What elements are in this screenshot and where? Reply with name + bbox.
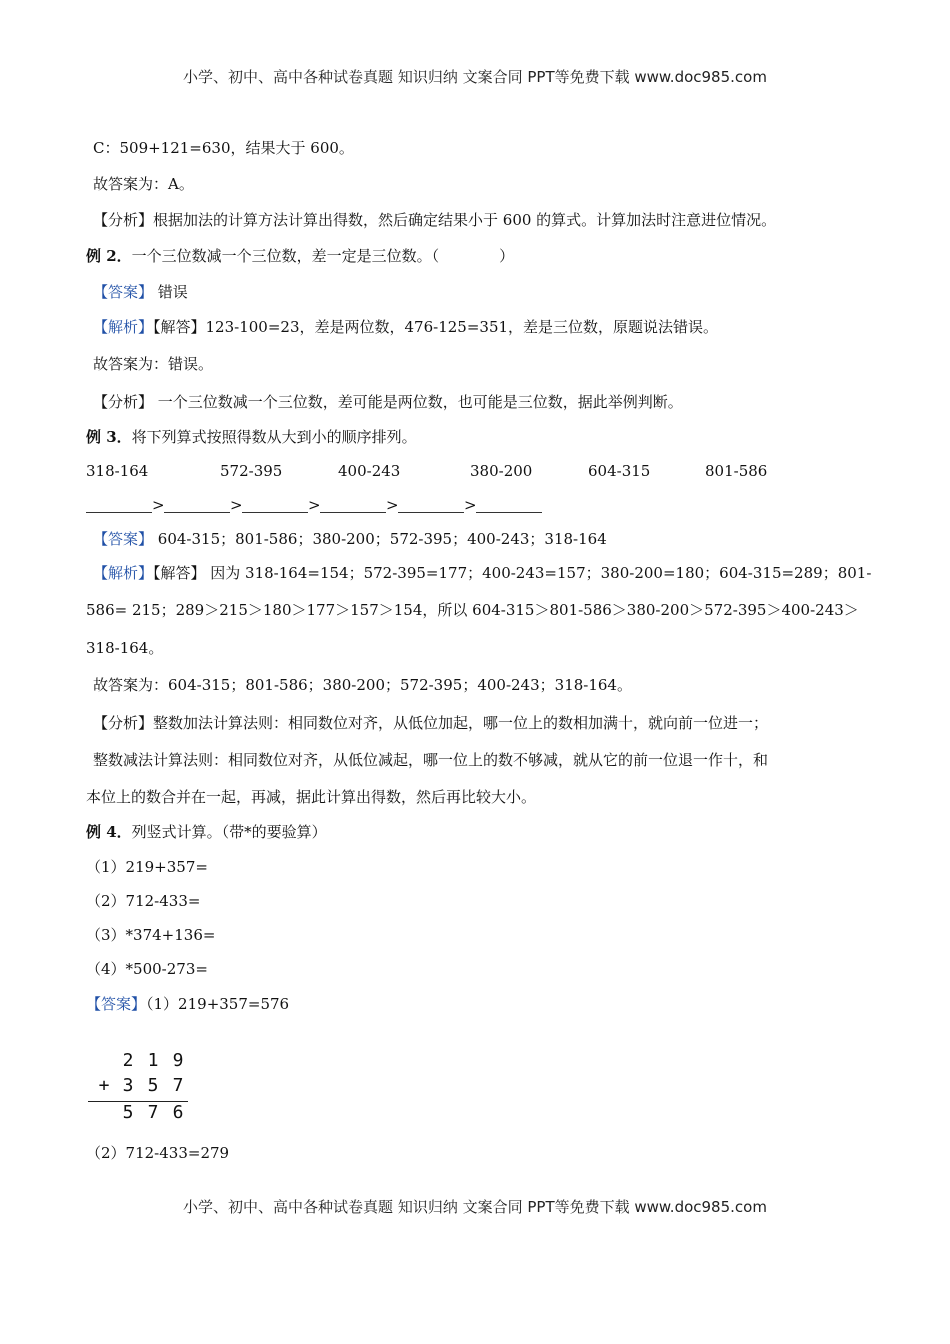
question-text: 将下列算式按照得数从大到小的顺序排列。 xyxy=(131,428,417,446)
analysis-text: 根据加法的计算方法计算出得数，然后确定结果小于 600 的算式。计算加法时注意进位情况。 xyxy=(153,211,777,229)
example-2-final: 故答案为：错误。 xyxy=(93,355,214,373)
explanation-text: 【解答】 因为 318-164=154；572-395=177；400-243=157；380-200=180；604-315=289；801- xyxy=(153,564,872,582)
answer-blank[interactable] xyxy=(398,496,464,513)
greater-than-sign: > xyxy=(230,496,243,514)
c-option-line: C：509+121=630，结果大于 600。 xyxy=(93,139,354,157)
example-4-answer xyxy=(86,994,289,1014)
example-2-explanation xyxy=(93,317,718,337)
example-3-final: 故答案为：604-315；801-586；380-200；572-395；400-243；318-164。 xyxy=(93,676,632,694)
example-4-item-2: （2）712-433= xyxy=(86,892,201,910)
addend-row xyxy=(88,1050,188,1074)
digit: 5 xyxy=(122,1102,134,1123)
answer-text: 604-315；801-586；380-200；572-395；400-243；318-164 xyxy=(153,530,607,548)
answer-text: 错误 xyxy=(153,283,188,301)
example-2-answer xyxy=(93,282,188,302)
sum-row xyxy=(88,1102,188,1126)
answer-blank[interactable] xyxy=(320,496,386,513)
digit: 9 xyxy=(172,1050,184,1071)
greater-than-sign: > xyxy=(464,496,477,514)
example-3-explanation xyxy=(93,563,871,583)
expression-1: 318-164 xyxy=(86,462,149,480)
answer-line: 故答案为：A。 xyxy=(93,175,194,193)
digit: 6 xyxy=(172,1102,184,1123)
analysis-text: 整数加法计算法则：相同数位对齐，从低位加起，哪一位上的数相加满十，就向前一位进一； xyxy=(153,714,769,732)
answer-blank[interactable] xyxy=(476,496,542,513)
explanation-continued: 586= 215；289＞215＞180＞177＞157＞154，所以 604-315＞801-586＞380-200＞572-395＞400-243＞ xyxy=(86,601,859,619)
example-4-item-1: （1）219+357= xyxy=(86,858,208,876)
expression-3: 400-243 xyxy=(338,462,401,480)
answer-tag: 【答案】 xyxy=(93,283,154,301)
answer-blank[interactable] xyxy=(242,496,308,513)
example-2-analysis xyxy=(93,392,683,412)
question-text: 列竖式计算。（带*的要验算） xyxy=(131,823,327,841)
analysis-tag: 【分析】 xyxy=(93,211,154,229)
digit: 2 xyxy=(122,1050,134,1071)
explanation-tag: 【解析】 xyxy=(93,318,154,336)
greater-than-sign: > xyxy=(308,496,321,514)
addend-row xyxy=(88,1075,188,1099)
explanation-tag: 【解析】 xyxy=(93,564,154,582)
analysis-tag: 【分析】 xyxy=(93,714,154,732)
answer-blank[interactable] xyxy=(164,496,230,513)
ordering-blanks xyxy=(86,496,542,513)
example-4-answer-2: （2）712-433=279 xyxy=(86,1144,230,1162)
example-3-answer xyxy=(93,529,607,549)
expression-5: 604-315 xyxy=(588,462,651,480)
digit: 7 xyxy=(172,1075,184,1096)
example-4-item-3: （3）*374+136= xyxy=(86,926,216,944)
greater-than-sign: > xyxy=(386,496,399,514)
example-4-item-4: （4）*500-273= xyxy=(86,960,208,978)
answer-text: （1）219+357=576 xyxy=(146,995,290,1013)
analysis-continued: 本位上的数合并在一起，再减，据此计算出得数，然后再比较大小。 xyxy=(86,788,537,806)
example-3-analysis xyxy=(93,713,768,733)
explanation-text: 【解答】123-100=23，差是两位数，476-125=351，差是三位数，原题说法错误。 xyxy=(153,318,719,336)
expression-2: 572-395 xyxy=(220,462,283,480)
analysis-text: 一个三位数减一个三位数，差可能是两位数，也可能是三位数，据此举例判断。 xyxy=(153,393,683,411)
analysis-continued: 整数减法计算法则：相同数位对齐，从低位减起，哪一位上的数不够减，就从它的前一位退一作十，和 xyxy=(93,751,769,769)
example-label: 例 4． xyxy=(86,823,132,841)
expression-6: 801-586 xyxy=(705,462,768,480)
example-2-question xyxy=(86,246,514,266)
digit: 7 xyxy=(147,1102,159,1123)
example-4-question xyxy=(86,822,327,842)
digit: 3 xyxy=(122,1075,134,1096)
page-header: 小学、初中、高中各种试卷真题 知识归纳 文案合同 PPT等免费下载 www.doc985.com xyxy=(183,68,767,86)
expression-4: 380-200 xyxy=(470,462,533,480)
analysis-line xyxy=(93,210,776,230)
answer-blank[interactable] xyxy=(86,496,152,513)
example-3-question xyxy=(86,427,417,447)
digit: 5 xyxy=(147,1075,159,1096)
explanation-continued: 318-164。 xyxy=(86,639,164,657)
digit: 1 xyxy=(147,1050,159,1071)
question-text: 一个三位数减一个三位数，差一定是三位数。（ ） xyxy=(131,247,515,265)
page-footer: 小学、初中、高中各种试卷真题 知识归纳 文案合同 PPT等免费下载 www.doc985.com xyxy=(183,1198,767,1216)
greater-than-sign: > xyxy=(152,496,165,514)
example-label: 例 3． xyxy=(86,428,132,446)
answer-tag: 【答案】 xyxy=(86,995,147,1013)
plus-sign: + xyxy=(98,1075,110,1096)
answer-tag: 【答案】 xyxy=(93,530,154,548)
example-label: 例 2． xyxy=(86,247,132,265)
analysis-tag: 【分析】 xyxy=(93,393,154,411)
